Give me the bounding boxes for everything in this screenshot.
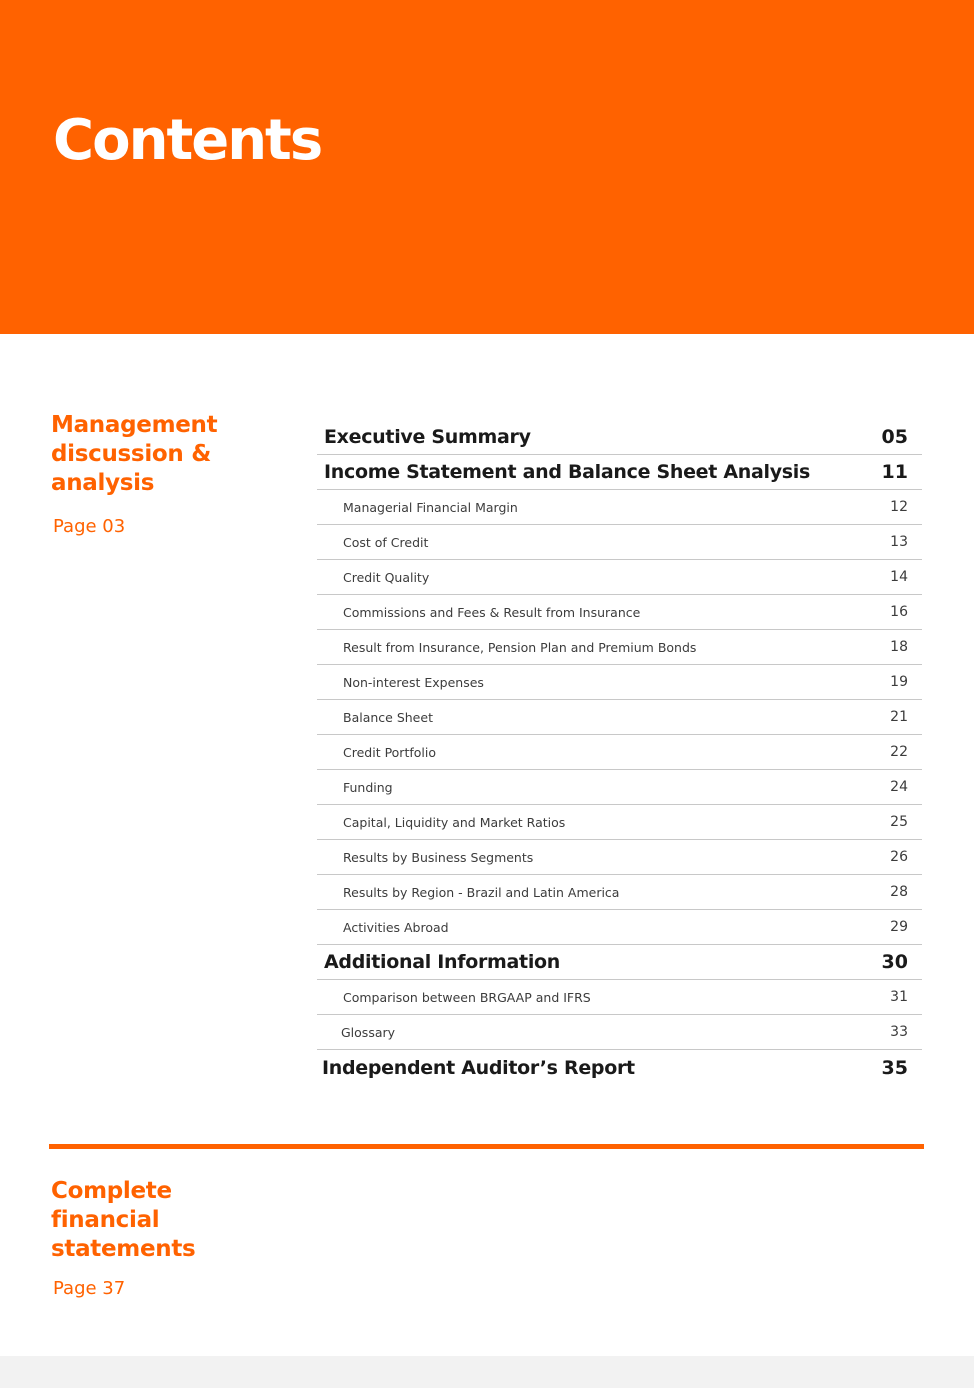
toc-item-page: 22 <box>890 744 908 760</box>
page-title: Contents <box>53 108 322 173</box>
toc-item[interactable] <box>317 560 922 595</box>
footer-band <box>0 1356 974 1388</box>
toc-item[interactable] <box>317 770 922 805</box>
toc-item-label: Result from Insurance, Pension Plan and Premium Bonds <box>343 639 697 655</box>
toc-item-label: Capital, Liquidity and Market Ratios <box>343 814 566 830</box>
toc-item[interactable] <box>317 1050 922 1085</box>
toc-item-label: Cost of Credit <box>343 534 429 550</box>
toc-item-label: Additional Information <box>324 951 561 973</box>
toc-item-label: Glossary <box>341 1024 396 1040</box>
toc-item[interactable] <box>317 665 922 700</box>
section-page-mdna[interactable]: Page 03 <box>53 516 126 537</box>
toc-item-label: Results by Business Segments <box>343 849 534 865</box>
toc-item[interactable] <box>317 875 922 910</box>
toc-item-page: 31 <box>890 989 908 1005</box>
toc-item-label: Credit Portfolio <box>343 744 436 760</box>
toc-item-label: Results by Region - Brazil and Latin America <box>343 884 620 900</box>
toc-item-page: 12 <box>890 499 908 515</box>
toc-item[interactable] <box>317 420 922 455</box>
toc-item-label: Commissions and Fees & Result from Insurance <box>343 604 641 620</box>
toc-item-page: 18 <box>890 639 908 655</box>
toc-item[interactable] <box>317 490 922 525</box>
toc-item-label: Non-interest Expenses <box>343 674 484 690</box>
toc-item[interactable] <box>317 700 922 735</box>
toc-item-page: 14 <box>890 569 908 585</box>
toc-item-page: 21 <box>890 709 908 725</box>
toc-item[interactable] <box>317 910 922 945</box>
toc-item-page: 24 <box>890 779 908 795</box>
toc-item-label: Activities Abroad <box>343 919 449 935</box>
toc-item-page: 16 <box>890 604 908 620</box>
toc-item[interactable] <box>317 945 922 980</box>
section-title-financial-statements: Complete financial statements <box>51 1178 196 1262</box>
toc-item-page: 26 <box>890 849 908 865</box>
toc-item[interactable] <box>317 630 922 665</box>
toc-item-page: 25 <box>890 814 908 830</box>
toc-item[interactable] <box>317 1015 922 1050</box>
toc-item-label: Managerial Financial Margin <box>343 499 518 515</box>
toc-item-page: 11 <box>881 461 908 483</box>
toc-item-page: 30 <box>881 951 908 973</box>
toc-item-page: 19 <box>890 674 908 690</box>
section-divider <box>49 1144 924 1149</box>
toc-item-label: Income Statement and Balance Sheet Analysis <box>324 461 811 483</box>
toc-item[interactable] <box>317 805 922 840</box>
toc-item[interactable] <box>317 525 922 560</box>
toc-item-label: Independent Auditor’s Report <box>322 1056 635 1079</box>
toc-item-label: Funding <box>343 779 393 795</box>
toc-item[interactable] <box>317 980 922 1015</box>
toc-item-page: 05 <box>881 426 908 448</box>
table-of-contents <box>317 420 922 1085</box>
toc-item-page: 28 <box>890 884 908 900</box>
toc-item[interactable] <box>317 840 922 875</box>
toc-item-label: Credit Quality <box>343 569 430 585</box>
toc-item-page: 13 <box>890 534 908 550</box>
toc-item-page: 29 <box>890 919 908 935</box>
toc-item[interactable] <box>317 735 922 770</box>
header-banner <box>0 0 974 334</box>
section-title-mdna: Management discussion & analysis <box>51 412 218 496</box>
toc-item-page: 33 <box>890 1024 908 1040</box>
toc-item-label: Comparison between BRGAAP and IFRS <box>343 989 591 1005</box>
toc-item-label: Balance Sheet <box>343 709 433 725</box>
toc-item-page: 35 <box>881 1056 908 1079</box>
section-page-financial-statements[interactable]: Page 37 <box>53 1278 126 1299</box>
toc-item[interactable] <box>317 455 922 490</box>
toc-item[interactable] <box>317 595 922 630</box>
toc-item-label: Executive Summary <box>324 426 531 448</box>
